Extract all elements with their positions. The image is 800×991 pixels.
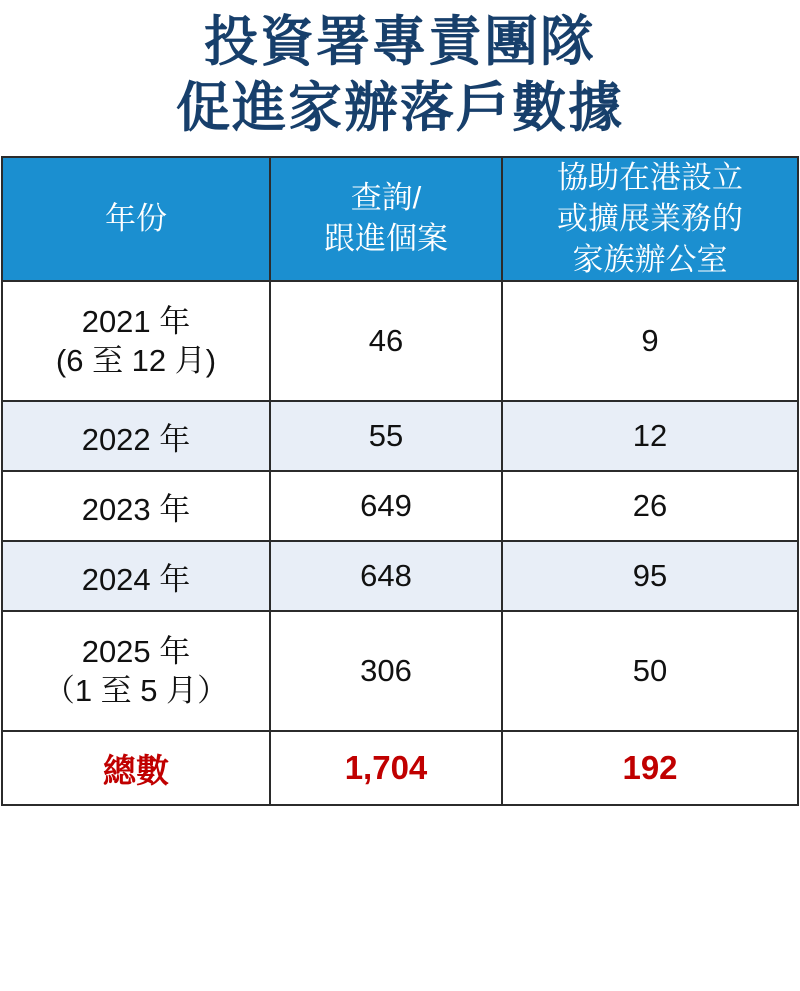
- table-row: [2, 281, 798, 401]
- column-header-enquiries-line1: 查詢/: [350, 180, 422, 216]
- row-year-2025: [2, 611, 270, 731]
- column-header-enquiries: [270, 157, 502, 282]
- row-year-2025-line1: 2025 年: [81, 633, 191, 669]
- table-row: [2, 401, 798, 471]
- row-enquiries-2025: 306: [270, 611, 502, 731]
- table-row: [2, 611, 798, 731]
- table-row: [2, 541, 798, 611]
- column-header-family-offices: [502, 157, 798, 282]
- table-body: [2, 281, 798, 805]
- row-year-2021: [2, 281, 270, 401]
- total-label: 總數: [2, 731, 270, 805]
- column-header-family-offices-line2: 或擴展業務的: [557, 200, 743, 236]
- row-year-2023: 2023 年: [2, 471, 270, 541]
- row-year-2024: 2024 年: [2, 541, 270, 611]
- table-header-row: [2, 157, 798, 282]
- row-enquiries-2021: 46: [270, 281, 502, 401]
- row-family-offices-2022: 12: [502, 401, 798, 471]
- row-enquiries-2024: 648: [270, 541, 502, 611]
- column-header-family-offices-line1: 協助在港設立: [557, 159, 743, 195]
- row-family-offices-2021: 9: [502, 281, 798, 401]
- row-enquiries-2023: 649: [270, 471, 502, 541]
- total-family-offices: 192: [502, 731, 798, 805]
- title-line-2: 促進家辦落戶數據: [176, 77, 624, 138]
- page-title: [0, 0, 800, 148]
- column-header-family-offices-line3: 家族辦公室: [572, 241, 728, 277]
- title-line-1: 投資署專責團隊: [204, 12, 596, 72]
- row-year-2021-line2: (6 至 12 月): [55, 343, 217, 379]
- row-family-offices-2024: 95: [502, 541, 798, 611]
- row-year-2025-line2: （1 至 5 月）: [43, 673, 229, 709]
- column-header-enquiries-line2: 跟進個案: [324, 221, 448, 257]
- column-header-year: 年份: [2, 157, 270, 282]
- table-total-row: [2, 731, 798, 805]
- row-family-offices-2025: 50: [502, 611, 798, 731]
- family-office-data-table: [1, 156, 799, 807]
- row-enquiries-2022: 55: [270, 401, 502, 471]
- row-family-offices-2023: 26: [502, 471, 798, 541]
- table-row: [2, 471, 798, 541]
- row-year-2022: 2022 年: [2, 401, 270, 471]
- total-enquiries: 1,704: [270, 731, 502, 805]
- table-header: [2, 157, 798, 282]
- row-year-2021-line1: 2021 年: [81, 303, 191, 339]
